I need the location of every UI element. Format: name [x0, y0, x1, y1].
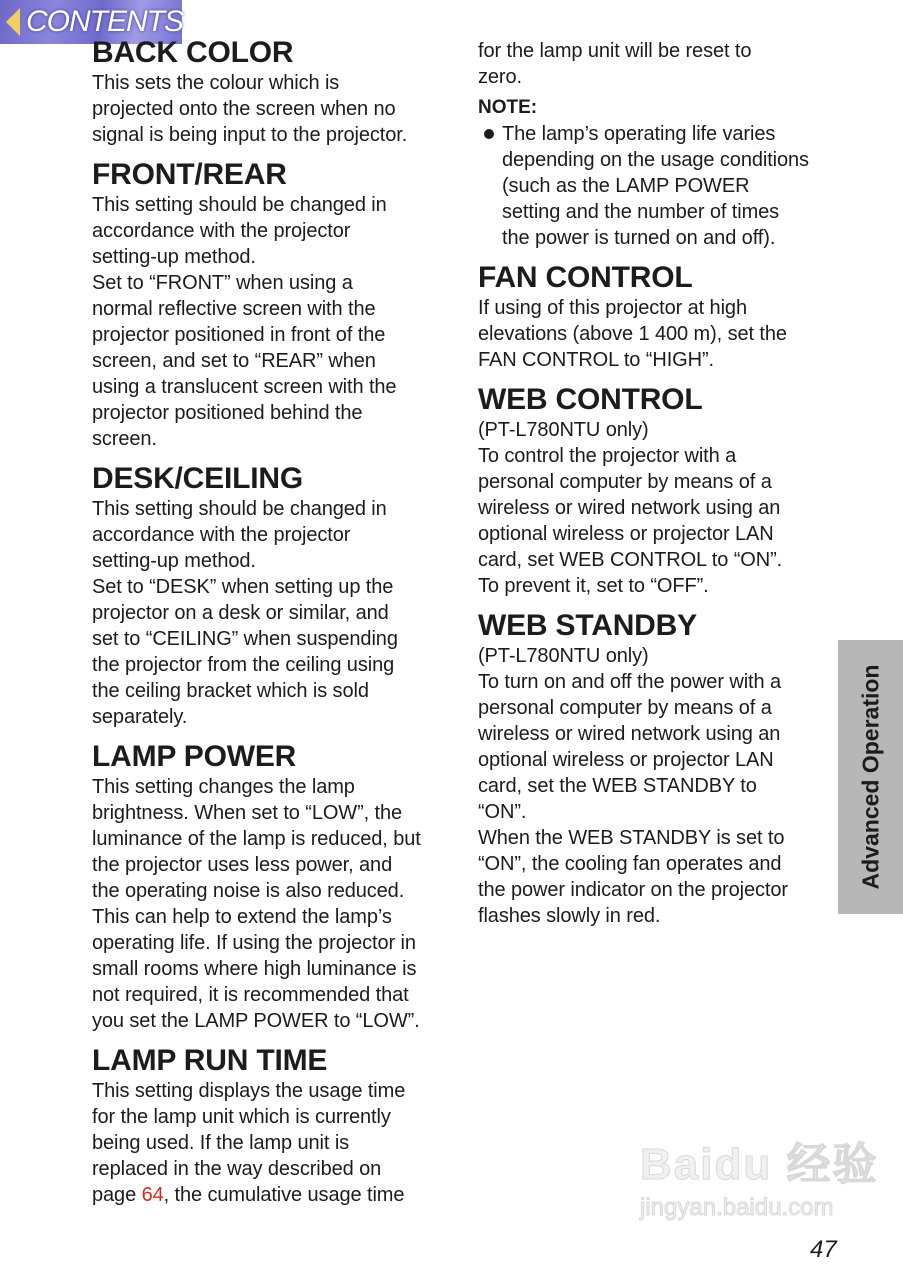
desk-ceiling-text: This setting should be changed in accordance with the projector setting-up method. Set to “DESK” when setting up the projector on a desk or similar, and set to “CEILING” when suspending the projector from the ceiling using the ceiling bracket which is sold separately.	[92, 498, 398, 728]
note-item	[478, 121, 828, 251]
back-color-text: This sets the colour which is projected onto the screen when no signal is being input to the projector.	[92, 72, 408, 146]
section-side-tab	[838, 640, 903, 914]
right-column	[478, 38, 828, 929]
heading-web-control: WEB CONTROL	[478, 383, 703, 416]
heading-desk-ceiling: DESK/CEILING	[92, 462, 303, 495]
lamp-run-time-continued: for the lamp unit will be reset to zero.	[478, 40, 752, 88]
page-64-link[interactable]: 64	[141, 1184, 164, 1206]
heading-lamp-run-time: LAMP RUN TIME	[92, 1044, 328, 1077]
side-tab-label: Advanced Operation	[857, 664, 883, 890]
contents-label: CONTENTS	[26, 5, 183, 38]
heading-back-color: BACK COLOR	[92, 36, 294, 69]
fan-control-text: If using of this projector at high elevations (above 1 400 m), set the FAN CONTROL to “HIGH”.	[478, 297, 787, 371]
back-arrow-icon	[6, 8, 20, 36]
heading-fan-control: FAN CONTROL	[478, 261, 693, 294]
lamp-run-time-text-after: , the cumulative usage time	[163, 1184, 405, 1206]
watermark-logo: Baidu 经验	[640, 1140, 879, 1189]
web-control-text: (PT-L780NTU only) To control the projector with a personal computer by means of a wireless or wired network using an optional wireless or projector LAN card, set WEB CONTROL to “ON”. To prevent it, set to “OFF”.	[478, 419, 783, 597]
lamp-run-time-text	[92, 1078, 452, 1208]
note-label: NOTE:	[478, 97, 538, 118]
lamp-power-text: This setting changes the lamp brightness. When set to “LOW”, the luminance of the lamp is reduced, but the projector uses less power, and the operating noise is also reduced. This can help to extend the lamp’s operating life. If using the projector in small rooms where high luminance is not required, it is recommended that you set the LAMP POWER to “LOW”.	[92, 776, 421, 1032]
heading-lamp-power: LAMP POWER	[92, 740, 297, 773]
web-standby-text: (PT-L780NTU only) To turn on and off the power with a personal computer by means of a wireless or wired network using an optional wireless or projector LAN card, set the WEB STANDBY to “ON”. When the WEB STANDBY is set to “ON”, the cooling fan operates and the power indicator on the projector flashes slowly in red.	[478, 645, 788, 927]
front-rear-text: This setting should be changed in accordance with the projector setting-up method. Set to “FRONT” when using a normal reflective screen with the projector positioned in front of the screen, and set to “REAR” when using a translucent screen with the projector positioned behind the screen.	[92, 194, 397, 450]
lamp-run-time-text-before: This setting displays the usage time for the lamp unit which is currently being used. If the lamp unit is replaced in the way described on page	[92, 1080, 406, 1206]
note-text: The lamp’s operating life varies depending on the usage conditions (such as the LAMP POWER setting and the number of times the power is turned on and off).	[502, 123, 809, 249]
heading-front-rear: FRONT/REAR	[92, 158, 287, 191]
page-number: 47	[810, 1236, 837, 1263]
watermark-url: jingyan.baidu.com	[640, 1194, 834, 1221]
left-column	[92, 36, 452, 1208]
bullet-icon	[484, 129, 494, 139]
heading-web-standby: WEB STANDBY	[478, 609, 697, 642]
